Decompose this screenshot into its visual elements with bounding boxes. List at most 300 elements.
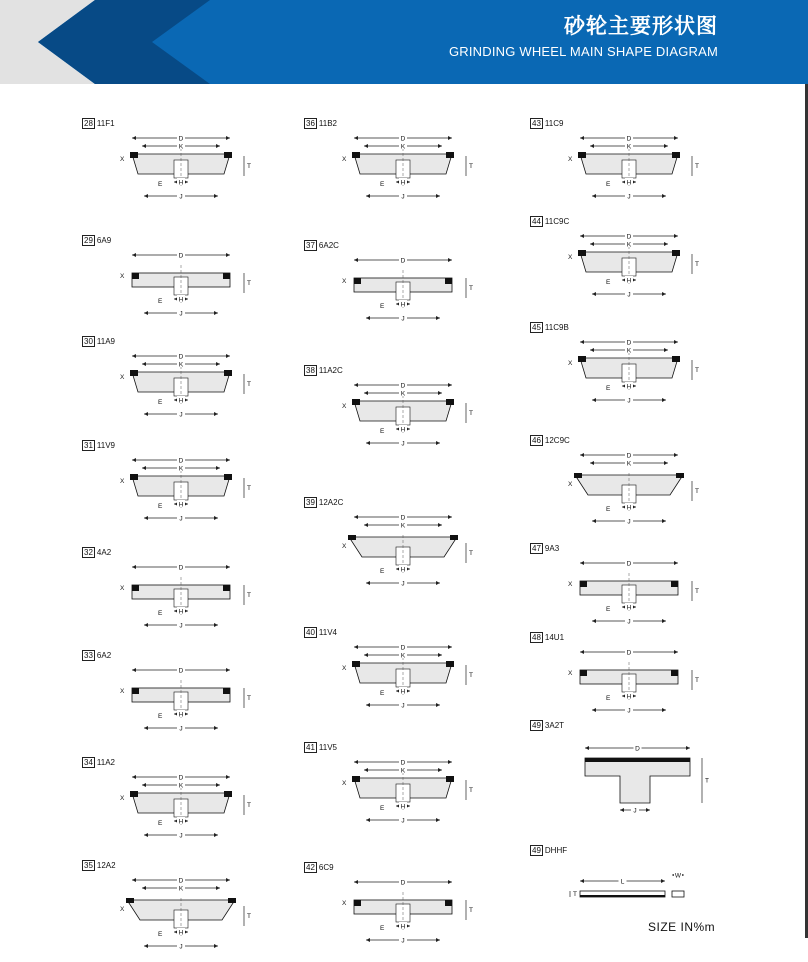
wheel-profile-drawing xyxy=(304,750,494,840)
dim-j-arrow-left xyxy=(592,708,596,712)
dim-t-label: T xyxy=(247,695,251,702)
abrasive-left xyxy=(352,776,360,782)
dim-e-label: E xyxy=(606,606,611,613)
dim-h-label: H xyxy=(626,604,632,612)
dim-j-arrow-left xyxy=(366,938,370,942)
dim-h-label: H xyxy=(626,693,632,701)
shape-code: 9A3 xyxy=(544,544,560,553)
dim-k-arrow-left xyxy=(590,242,594,246)
dim-e-label: E xyxy=(380,925,385,932)
dim-h-label: H xyxy=(626,504,632,512)
dim-d-arrow-right xyxy=(226,136,230,140)
dim-d-arrow-right xyxy=(226,253,230,257)
shape-code: 4A2 xyxy=(96,548,112,557)
dim-e-label: E xyxy=(380,428,385,435)
dim-k-arrow-right xyxy=(664,461,668,465)
dim-x-label: X xyxy=(568,481,573,488)
shape-34-11a2 xyxy=(82,757,282,857)
dim-j-label: J xyxy=(627,193,631,201)
dim-x-label: X xyxy=(342,780,347,787)
dim-d-arrow-right xyxy=(448,760,452,764)
dim-d-arrow-left xyxy=(580,234,584,238)
dim-j-arrow-right xyxy=(662,194,666,198)
dim-e-label: E xyxy=(606,279,611,286)
dim-k-label: K xyxy=(400,767,406,775)
dim-j-arrow-right xyxy=(214,623,218,627)
dim-d-arrow-left xyxy=(354,515,358,519)
shape-code: 14U1 xyxy=(544,633,565,642)
dim-j-label: J xyxy=(627,707,631,715)
dim-j-arrow-right xyxy=(214,412,218,416)
dim-t-label: T xyxy=(695,588,699,595)
abrasive-left xyxy=(354,900,361,906)
dim-j-label: J xyxy=(633,807,637,815)
dim-j-arrow-right xyxy=(214,516,218,520)
dim-t-label: T xyxy=(695,488,699,495)
dim-j-arrow-right xyxy=(214,311,218,315)
abrasive-left xyxy=(578,356,586,362)
dim-k-label: K xyxy=(626,241,632,249)
dim-d-arrow-left xyxy=(354,760,358,764)
abrasive-left xyxy=(130,152,138,158)
dim-x-label: X xyxy=(342,900,347,907)
shape-37-6a2c xyxy=(304,240,504,340)
dim-e-label: E xyxy=(606,695,611,702)
dim-d-arrow-left xyxy=(132,354,136,358)
dim-d-arrow-right xyxy=(686,746,690,750)
dim-j-arrow-right xyxy=(436,938,440,942)
shape-code: 12C9C xyxy=(544,436,570,445)
dim-h-label: H xyxy=(400,688,406,696)
dim-d-arrow-right xyxy=(226,775,230,779)
shape-code: 12A2C xyxy=(318,498,344,507)
dim-k-arrow-right xyxy=(216,886,220,890)
abrasive-right xyxy=(445,900,452,906)
size-note: SIZE IN%m xyxy=(648,920,716,934)
shape-47-9a3 xyxy=(530,543,730,643)
dim-d-label: D xyxy=(626,233,632,241)
shape-code: 6C9 xyxy=(318,863,334,872)
dim-d-arrow-right xyxy=(674,561,678,565)
abrasive-right xyxy=(672,250,680,256)
dim-j-arrow-left xyxy=(592,194,596,198)
dim-x-label: X xyxy=(342,543,347,550)
shape-35-12a2 xyxy=(82,860,282,960)
dim-j-arrow-right xyxy=(436,818,440,822)
dim-d-arrow-right xyxy=(226,458,230,462)
abrasive-right xyxy=(446,152,454,158)
dim-x-label: X xyxy=(120,906,125,913)
dim-d-arrow-right xyxy=(226,668,230,672)
dim-d-arrow-left xyxy=(132,253,136,257)
dim-j-arrow-left xyxy=(144,311,148,315)
dim-d-arrow-right xyxy=(448,383,452,387)
dim-d-arrow-left xyxy=(580,561,584,565)
dim-e-label: E xyxy=(380,805,385,812)
dim-d-arrow-right xyxy=(448,645,452,649)
shape-number: 49 xyxy=(532,721,541,730)
shape-code: 11V9 xyxy=(96,441,115,450)
shape-39-12a2c xyxy=(304,497,504,597)
shape-48-14u1 xyxy=(530,632,730,732)
dim-k-label: K xyxy=(178,885,184,893)
dim-t-label: T xyxy=(469,787,473,794)
shape-28-11f1 xyxy=(82,118,282,218)
shape-number: 38 xyxy=(306,366,315,375)
abrasive-left xyxy=(580,581,587,587)
shape-code: 11A2C xyxy=(318,366,343,375)
dim-j-label: J xyxy=(627,618,631,626)
dim-h-label: H xyxy=(178,397,184,405)
dim-t-label: T xyxy=(469,907,473,914)
shape-code: 12A2 xyxy=(96,861,116,870)
dim-x-label: X xyxy=(568,156,573,163)
dim-k-arrow-left xyxy=(364,144,368,148)
dim-d-arrow-left xyxy=(132,136,136,140)
dim-d-arrow-left xyxy=(354,136,358,140)
abrasive-left xyxy=(348,535,356,540)
dim-t-label: T xyxy=(469,672,473,679)
shape-number: 43 xyxy=(532,119,541,128)
dim-j-arrow-left xyxy=(592,519,596,523)
abrasive-right xyxy=(671,581,678,587)
abrasive-right xyxy=(445,278,452,284)
dim-j-arrow-right xyxy=(436,581,440,585)
dim-t-label: T xyxy=(573,891,577,898)
dim-j-label: J xyxy=(401,580,405,588)
wheel-profile-drawing xyxy=(82,555,272,645)
shape-code: 11B2 xyxy=(318,119,337,128)
shape-number: 44 xyxy=(532,217,541,226)
wheel-profile-drawing xyxy=(304,870,494,960)
dim-h-label: H xyxy=(400,566,406,574)
shape-number: 30 xyxy=(84,337,93,346)
dim-d-arrow-left xyxy=(354,880,358,884)
dim-d-arrow-left xyxy=(580,453,584,457)
dim-e-label: E xyxy=(158,298,163,305)
dim-j-label: J xyxy=(401,315,405,323)
shape-number: 47 xyxy=(532,544,541,553)
abrasive-right xyxy=(446,776,454,782)
shape-code: 11C9B xyxy=(544,323,569,332)
dim-j-label: J xyxy=(179,832,183,840)
dim-d-label: D xyxy=(178,457,184,465)
dim-x-label: X xyxy=(568,581,573,588)
shape-code: 11F1 xyxy=(96,119,115,128)
shape-number: 49 xyxy=(532,846,541,855)
bar-abrasive xyxy=(580,895,665,897)
dim-x-label: X xyxy=(120,795,125,802)
wheel-profile-drawing xyxy=(82,243,272,333)
dim-d-label: D xyxy=(626,560,632,568)
dim-k-label: K xyxy=(178,143,184,151)
dim-k-label: K xyxy=(400,390,406,398)
dim-j-arrow-left xyxy=(144,833,148,837)
shape-number: 45 xyxy=(532,323,541,332)
dim-x-label: X xyxy=(120,156,125,163)
dim-j-label: J xyxy=(179,943,183,951)
shape-32-4a2 xyxy=(82,547,282,647)
dim-k-label: K xyxy=(626,143,632,151)
dim-t-label: T xyxy=(695,677,699,684)
dim-j-arrow-left xyxy=(144,944,148,948)
dim-t-label: T xyxy=(247,381,251,388)
dim-j-arrow-right xyxy=(436,441,440,445)
shape-code: 11V4 xyxy=(318,628,337,637)
dim-h-label: H xyxy=(400,179,406,187)
dim-k-arrow-right xyxy=(438,523,442,527)
dim-d-arrow-right xyxy=(674,650,678,654)
dim-e-label: E xyxy=(380,181,385,188)
dim-k-arrow-left xyxy=(142,362,146,366)
dim-d-label: D xyxy=(626,339,632,347)
dim-e-label: E xyxy=(606,385,611,392)
shape-33-6a2 xyxy=(82,650,282,750)
shape-code: DHHF xyxy=(544,846,568,855)
dim-k-arrow-left xyxy=(142,783,146,787)
dim-t-label: T xyxy=(469,410,473,417)
dim-d-arrow-right xyxy=(226,565,230,569)
abrasive-right xyxy=(223,585,230,591)
dim-j-arrow-left xyxy=(144,412,148,416)
dim-j-arrow-right xyxy=(214,833,218,837)
dim-k-label: K xyxy=(178,782,184,790)
dim-h-label: H xyxy=(178,818,184,826)
shape-number: 37 xyxy=(306,241,315,250)
dim-e-label: E xyxy=(158,820,163,827)
dim-k-arrow-left xyxy=(590,144,594,148)
dim-j-arrow-left xyxy=(144,194,148,198)
dim-k-arrow-left xyxy=(590,348,594,352)
dim-t-label: T xyxy=(469,163,473,170)
abrasive-right xyxy=(223,688,230,694)
dim-k-arrow-right xyxy=(216,362,220,366)
dim-d-label: D xyxy=(400,257,406,265)
dim-h-label: H xyxy=(626,383,632,391)
dim-j-label: J xyxy=(627,291,631,299)
dim-j-label: J xyxy=(179,193,183,201)
dim-k-arrow-right xyxy=(216,144,220,148)
dim-h-label: H xyxy=(178,711,184,719)
dim-e-label: E xyxy=(158,503,163,510)
dim-x-label: X xyxy=(568,670,573,677)
dim-d-arrow-right xyxy=(448,880,452,884)
wheel-profile-drawing xyxy=(82,658,272,748)
abrasive-left xyxy=(578,250,586,256)
dim-x-label: X xyxy=(120,478,125,485)
dim-k-arrow-right xyxy=(438,653,442,657)
dim-k-label: K xyxy=(626,460,632,468)
wheel-profile-drawing xyxy=(530,443,720,533)
abrasive-right xyxy=(672,356,680,362)
dim-d-arrow-right xyxy=(448,515,452,519)
dim-x-label: X xyxy=(342,278,347,285)
abrasive-right xyxy=(672,152,680,158)
dim-k-arrow-right xyxy=(438,768,442,772)
dim-d-arrow-left xyxy=(132,878,136,882)
dim-k-arrow-right xyxy=(438,391,442,395)
dim-k-label: K xyxy=(400,522,406,530)
shape-36-11b2 xyxy=(304,118,504,218)
dim-k-arrow-left xyxy=(364,768,368,772)
dim-t-label: T xyxy=(247,485,251,492)
shape-code: 11A9 xyxy=(96,337,115,346)
dim-d-label: D xyxy=(178,774,184,782)
dim-k-arrow-right xyxy=(664,144,668,148)
dim-j-label: J xyxy=(179,310,183,318)
abrasive-right xyxy=(671,670,678,676)
dim-d-arrow-right xyxy=(674,340,678,344)
dim-j-arrow-right xyxy=(436,316,440,320)
dim-d-arrow-right xyxy=(674,453,678,457)
dim-j-label: J xyxy=(179,725,183,733)
dim-e-label: E xyxy=(380,568,385,575)
dim-h-label: H xyxy=(400,803,406,811)
dim-d-label: D xyxy=(178,252,184,260)
dim-d-arrow-left xyxy=(585,746,589,750)
shape-number: 36 xyxy=(306,119,315,128)
shape-number: 31 xyxy=(84,441,93,450)
shape-number: 35 xyxy=(84,861,93,870)
abrasive-left xyxy=(352,399,360,405)
dim-j-arrow-left xyxy=(592,619,596,623)
abrasive-left xyxy=(130,791,138,797)
dim-d-label: D xyxy=(400,514,406,522)
abrasive-left xyxy=(578,152,586,158)
dim-j-label: J xyxy=(179,411,183,419)
dim-j-arrow-left xyxy=(366,818,370,822)
dim-e-label: E xyxy=(158,181,163,188)
dim-d-arrow-left xyxy=(354,645,358,649)
dim-h-label: H xyxy=(178,179,184,187)
shape-code: 11C9 xyxy=(544,119,564,128)
dim-e-label: E xyxy=(158,713,163,720)
dim-j-label: J xyxy=(179,622,183,630)
dim-k-arrow-left xyxy=(364,523,368,527)
wheel-profile-drawing xyxy=(82,344,272,434)
abrasive-right xyxy=(676,473,684,478)
abrasive-left xyxy=(574,473,582,478)
dim-d-arrow-left xyxy=(354,383,358,387)
wheel-profile-drawing xyxy=(530,551,720,641)
dim-k-label: K xyxy=(178,361,184,369)
dim-e-label: E xyxy=(380,690,385,697)
dim-j-arrow-right xyxy=(214,726,218,730)
abrasive-left xyxy=(126,898,134,903)
wheel-profile-drawing xyxy=(530,224,720,314)
dim-t-label: T xyxy=(695,261,699,268)
abrasive-left xyxy=(132,585,139,591)
dim-j-arrow-right xyxy=(436,194,440,198)
shape-number: 39 xyxy=(306,498,315,507)
dim-t-label: T xyxy=(247,913,251,920)
shape-45-11c9b xyxy=(530,322,730,422)
dim-j-arrow-left xyxy=(144,726,148,730)
dim-j-arrow-left xyxy=(366,194,370,198)
page-title-cn: 砂轮主要形状图 xyxy=(564,15,718,38)
shape-code: 6A9 xyxy=(96,236,112,245)
shape-number: 34 xyxy=(84,758,93,767)
page-header xyxy=(0,0,808,84)
dim-d-arrow-left xyxy=(132,775,136,779)
dim-h-label: H xyxy=(178,501,184,509)
wheel-profile-drawing xyxy=(304,635,494,725)
dim-j-arrow-left xyxy=(144,623,148,627)
abrasive-right xyxy=(446,661,454,667)
shape-42-6c9 xyxy=(304,862,504,962)
dim-e-label: E xyxy=(158,931,163,938)
wheel-profile-drawing xyxy=(82,765,272,855)
dim-k-arrow-right xyxy=(216,783,220,787)
dim-h-label: H xyxy=(626,277,632,285)
wheel-profile-drawing xyxy=(530,728,720,818)
abrasive-right xyxy=(224,370,232,376)
dim-d-arrow-right xyxy=(448,258,452,262)
dim-j-label: J xyxy=(401,937,405,945)
shape-44-11c9c xyxy=(530,216,730,316)
abrasive-right xyxy=(224,791,232,797)
dim-k-arrow-left xyxy=(142,144,146,148)
shape-number: 28 xyxy=(84,119,93,128)
dim-k-arrow-left xyxy=(142,886,146,890)
abrasive-right xyxy=(224,474,232,480)
dim-d-arrow-right xyxy=(226,878,230,882)
dim-w-label: W xyxy=(674,872,682,880)
dim-x-label: X xyxy=(568,254,573,261)
shape-number: 42 xyxy=(306,863,315,872)
dim-l-label: L xyxy=(620,878,625,886)
shape-code: 3A2T xyxy=(544,721,565,730)
abrasive-left xyxy=(130,474,138,480)
dim-j-arrow-right xyxy=(436,703,440,707)
dim-d-label: D xyxy=(626,135,632,143)
shape-number: 32 xyxy=(84,548,93,557)
dim-d-label: D xyxy=(178,564,184,572)
dim-h-label: H xyxy=(626,179,632,187)
dim-d-label: D xyxy=(626,649,632,657)
dim-j-arrow-right xyxy=(662,619,666,623)
abrasive-layer xyxy=(585,758,690,762)
shape-30-11a9 xyxy=(82,336,282,436)
abrasive-left xyxy=(352,152,360,158)
dim-x-label: X xyxy=(342,156,347,163)
dim-t-label: T xyxy=(247,163,251,170)
shape-code: 11A2 xyxy=(96,758,115,767)
wheel-profile-drawing xyxy=(82,868,272,958)
abrasive-right xyxy=(446,399,454,405)
dim-j-arrow-right xyxy=(646,808,650,812)
shape-38-11a2c xyxy=(304,365,504,465)
wheel-profile-drawing xyxy=(304,505,494,595)
dim-k-label: K xyxy=(400,652,406,660)
dim-d-label: D xyxy=(400,135,406,143)
abrasive-right xyxy=(223,273,230,279)
shape-number: 33 xyxy=(84,651,93,660)
page-title-en: GRINDING WHEEL MAIN SHAPE DIAGRAM xyxy=(448,44,718,59)
abrasive-left xyxy=(580,670,587,676)
dim-e-label: E xyxy=(158,610,163,617)
shape-49-3a2t xyxy=(530,720,730,820)
abrasive-right xyxy=(224,152,232,158)
dim-j-arrow-left xyxy=(366,703,370,707)
dim-k-arrow-right xyxy=(438,144,442,148)
dim-d-label: D xyxy=(635,745,640,753)
abrasive-right xyxy=(228,898,236,903)
dim-d-arrow-left xyxy=(132,458,136,462)
shape-40-11v4 xyxy=(304,627,504,727)
wheel-profile-drawing xyxy=(304,248,494,338)
dim-d-label: D xyxy=(400,879,406,887)
